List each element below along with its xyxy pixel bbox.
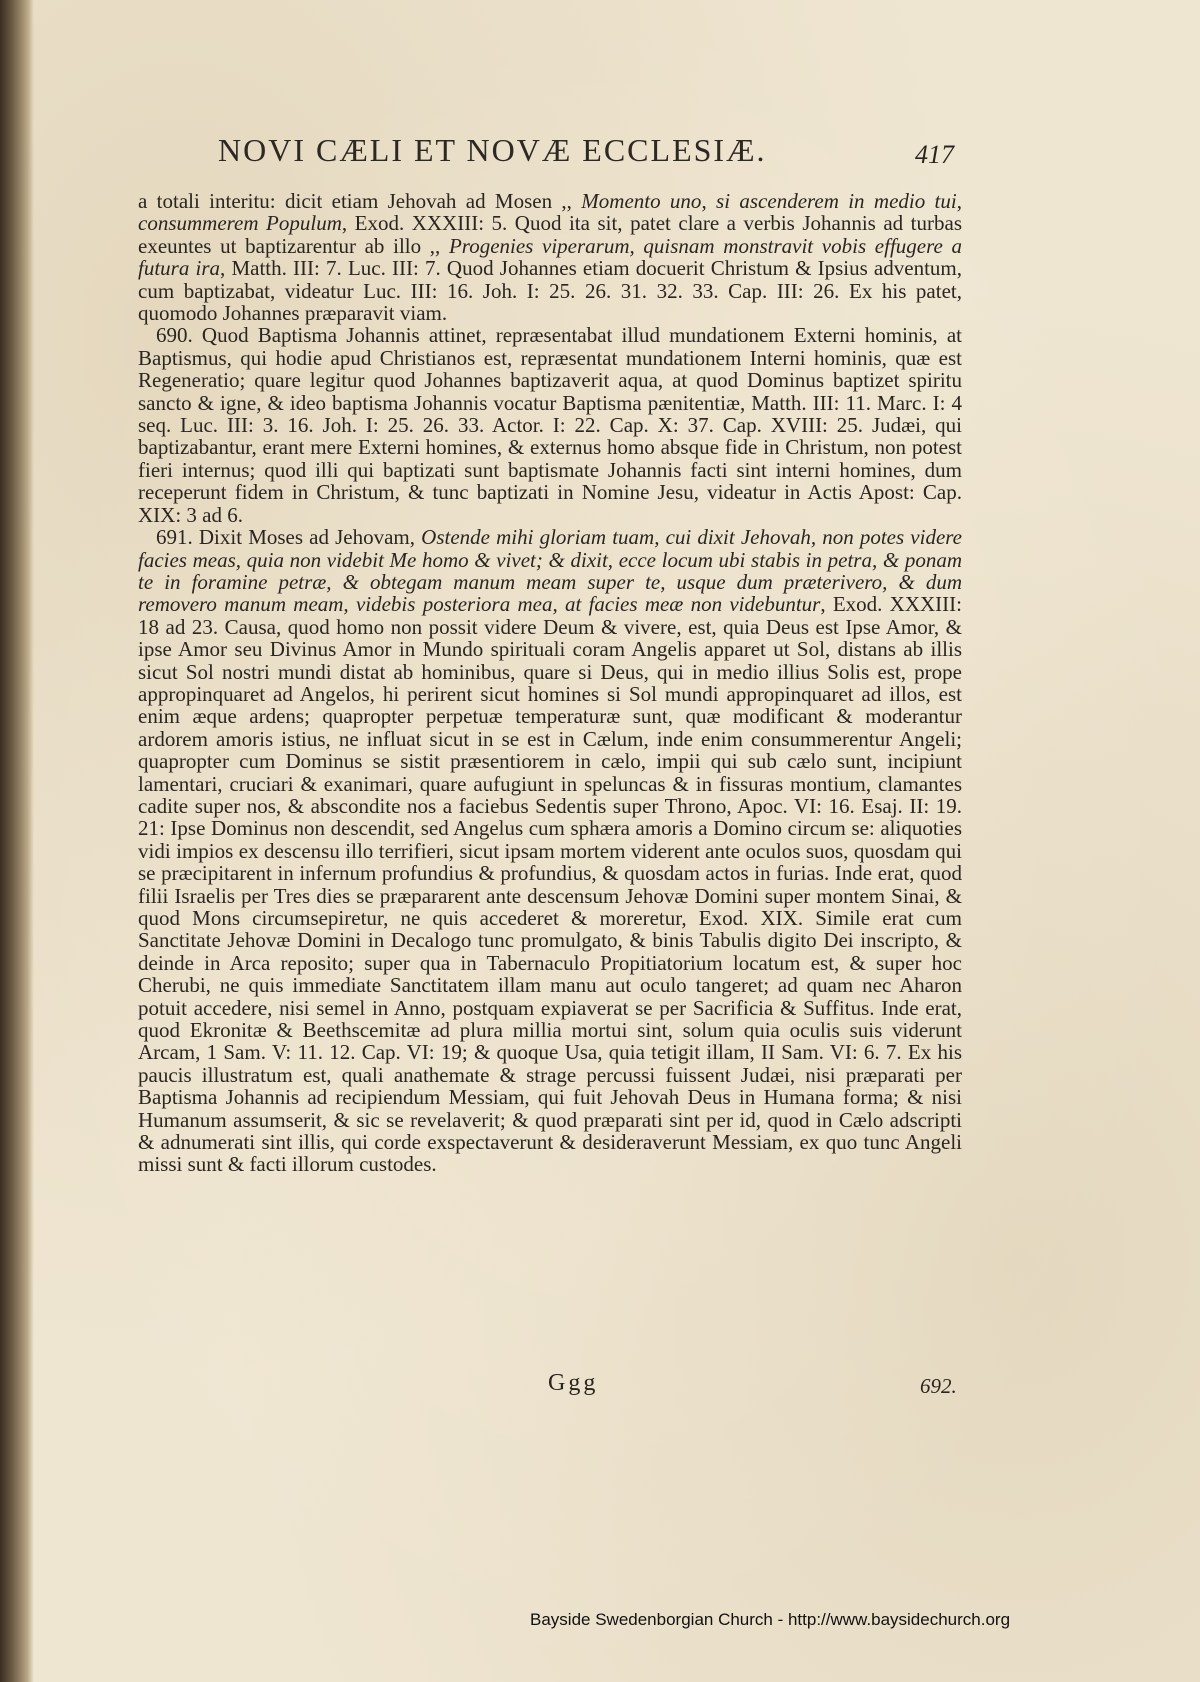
signature-mark: Ggg <box>548 1370 599 1396</box>
italic-quotation: Ostende mihi gloriam tuam, cui dixit Jehovah, non potes videre facies meas, quia non videbit Me homo & vivet; & dixit, ecce locum ubi stabis in petra, & ponam te in foramine petræ, & obtegam manum meam super te, usque dum præterivero, & dum removero manum meam, videbis posteriora mea, at facies meæ non videbuntur <box>138 525 962 617</box>
page-header <box>0 132 1200 182</box>
paragraph-continued <box>138 190 962 324</box>
page-footer <box>0 1370 1200 1404</box>
text-run: , <box>956 189 962 213</box>
paragraph-691 <box>138 526 962 1176</box>
text-run: , Exod. XXXIII: 5. Quod ita sit, patet clare a verbis Johannis ad turbas exeuntes ut baptizarentur ab illo ,, <box>138 211 962 258</box>
page-number: 417 <box>915 140 954 169</box>
italic-quotation: consummerem Populum <box>138 211 342 236</box>
text-run: 691. Dixit Moses ad Jehovam, <box>156 525 422 550</box>
body-text <box>138 190 962 1176</box>
catchword: 692. <box>920 1374 957 1398</box>
italic-quotation: si ascenderem in medio tui <box>716 189 957 213</box>
text-run: , <box>701 189 717 213</box>
text-run: a totali interitu: dicit etiam Jehovah ad Mosen ,, <box>138 189 582 213</box>
italic-quotation: Progenies viperarum, quisnam monstravit vobis effugere a futura ira <box>138 233 962 281</box>
text-run: , Matth. III: 7. Luc. III: 7. Quod Johannes etiam docuerit Christum & Ipsius adventum, cum baptizabat, videatur Luc. III: 16. Joh. I: 25. 26. 31. 32. 33. Cap. III: 26. Ex his patet, quomodo Johannes præparavit viam. <box>138 256 962 326</box>
running-title: NOVI CÆLI ET NOVÆ ECCLESIÆ. <box>218 132 767 168</box>
paragraph-690 <box>138 324 962 526</box>
text-run: 690. Quod Baptisma Johannis attinet, repræsentabat illud mundationem Externi hominis, at Baptismus, qui hodie apud Christianos est, repræsentat mundationem Interni hominis, quæ est Regeneratio; quare legitur quod Johannes baptizaverit aqua, at quod Dominus baptizet spiritu sancto & igne, & ideo baptisma Johannis vocatur Baptisma pænitentiæ, Matth. III: 11. Marc. I: 4 seq. Luc. III: 3. 16. Joh. I: 25. 26. 33. Actor. I: 22. Cap. X: 37. Cap. XVIII: 25. Judæi, qui baptizabantur, erant mere Externi homines, & externus homo absque fide in Christum, non potest fieri internus; quod illi qui baptizati sunt baptismate Johannis facti sint interni homines, dum receperunt fidem in Christum, & tunc baptizati in Nomine Jesu, videatur in Actis Apost: Cap. XIX: 3 ad 6. <box>138 323 962 527</box>
watermark-text: Bayside Swedenborgian Church - http://www.baysidechurch.org <box>530 1610 1011 1629</box>
italic-quotation: Momento uno <box>581 189 702 213</box>
book-spine-shadow <box>0 0 34 1682</box>
text-run: , Exod. XXXIII: 18 ad 23. Causa, quod homo non possit videre Deum & vivere, est, quia Deus est Ipse Amor, & ipse Amor seu Divinus Amor in Mundo spirituali coram Angelis apparet ut Sol, distans ab illis sicut Sol nostri mundi distat ab hominibus, quare si Deus, qui in medio illius Solis est, prope appropinquaret ad Angelos, hi perirent sicut homines si Sol mundi appropinquaret ad illos, est enim æque ardens; quapropter perpetuæ temperaturæ sunt, quæ modificant & moderantur ardorem amoris istius, ne influat sicut in se est in Cælum, inde enim consummerentur Angeli; quapropter cum Dominus se sistit præsentiorem in cælo, impii qui sub cælo sunt, incipiunt lamentari, cruciari & exanimari, quare aufugiunt in speluncas & in fissuras montium, clamantes cadite super nos, & abscondite nos a faciebus Sedentis super Throno, Apoc. VI: 16. Esaj. II: 19. 21: Ipse Dominus non descendit, sed Angelus cum sphæra amoris a Domino circum se: aliquoties vidi impios ex descensu illo terrifieri, sicut ipsam mortem viderent ante oculos suos, quosdam qui se præcipitarent in infernum profundius & profundius, & quosdam actos in furias. Inde erat, quod filii Israelis per Tres dies se præpararent ante descensum Jehovæ Domini super montem Sinai, & quod Mons circumsepiretur, ne quis accederet & moreretur, Exod. XIX. Simile erat cum Sanctitate Jehovæ Domini in Decalogo tunc promulgato, & binis Tabulis digito Dei inscripto, & deinde in Arca reposito; super qua in Tabernaculo Propitiatorium locatum est, & super hoc Cherubi, ne quis immediate Sanctitatem illam manu aut oculo tangeret; ad quam nec Aharon potuit accedere, nisi semel in Anno, postquam expiaverat se per Sacrificia & Suffitus. Inde erat, quod Ekronitæ & Beethscemitæ ad plura millia mortui sint, solum quia oculis suis viderunt Arcam, 1 Sam. V: 11. 12. Cap. VI: 19; & quoque Usa, quia tetigit illam, II Sam. VI: 6. 7. Ex his paucis illustratum est, quali anathemate & strage percussi fuissent Judæi, nisi præparati per Baptisma Johannis ad recipiendum Messiam, qui fuit Jehovah Deus in Humana forma; & nisi Humanum assumserit, & sic se revelaverit; & quod præparati sint per id, quod in Cælo adscripti & adnumerati sint illis, qui corde exspectaverunt & desideraverunt Messiam, ex quo tunc Angeli missi sunt & facti illorum custodes. <box>138 592 962 1177</box>
